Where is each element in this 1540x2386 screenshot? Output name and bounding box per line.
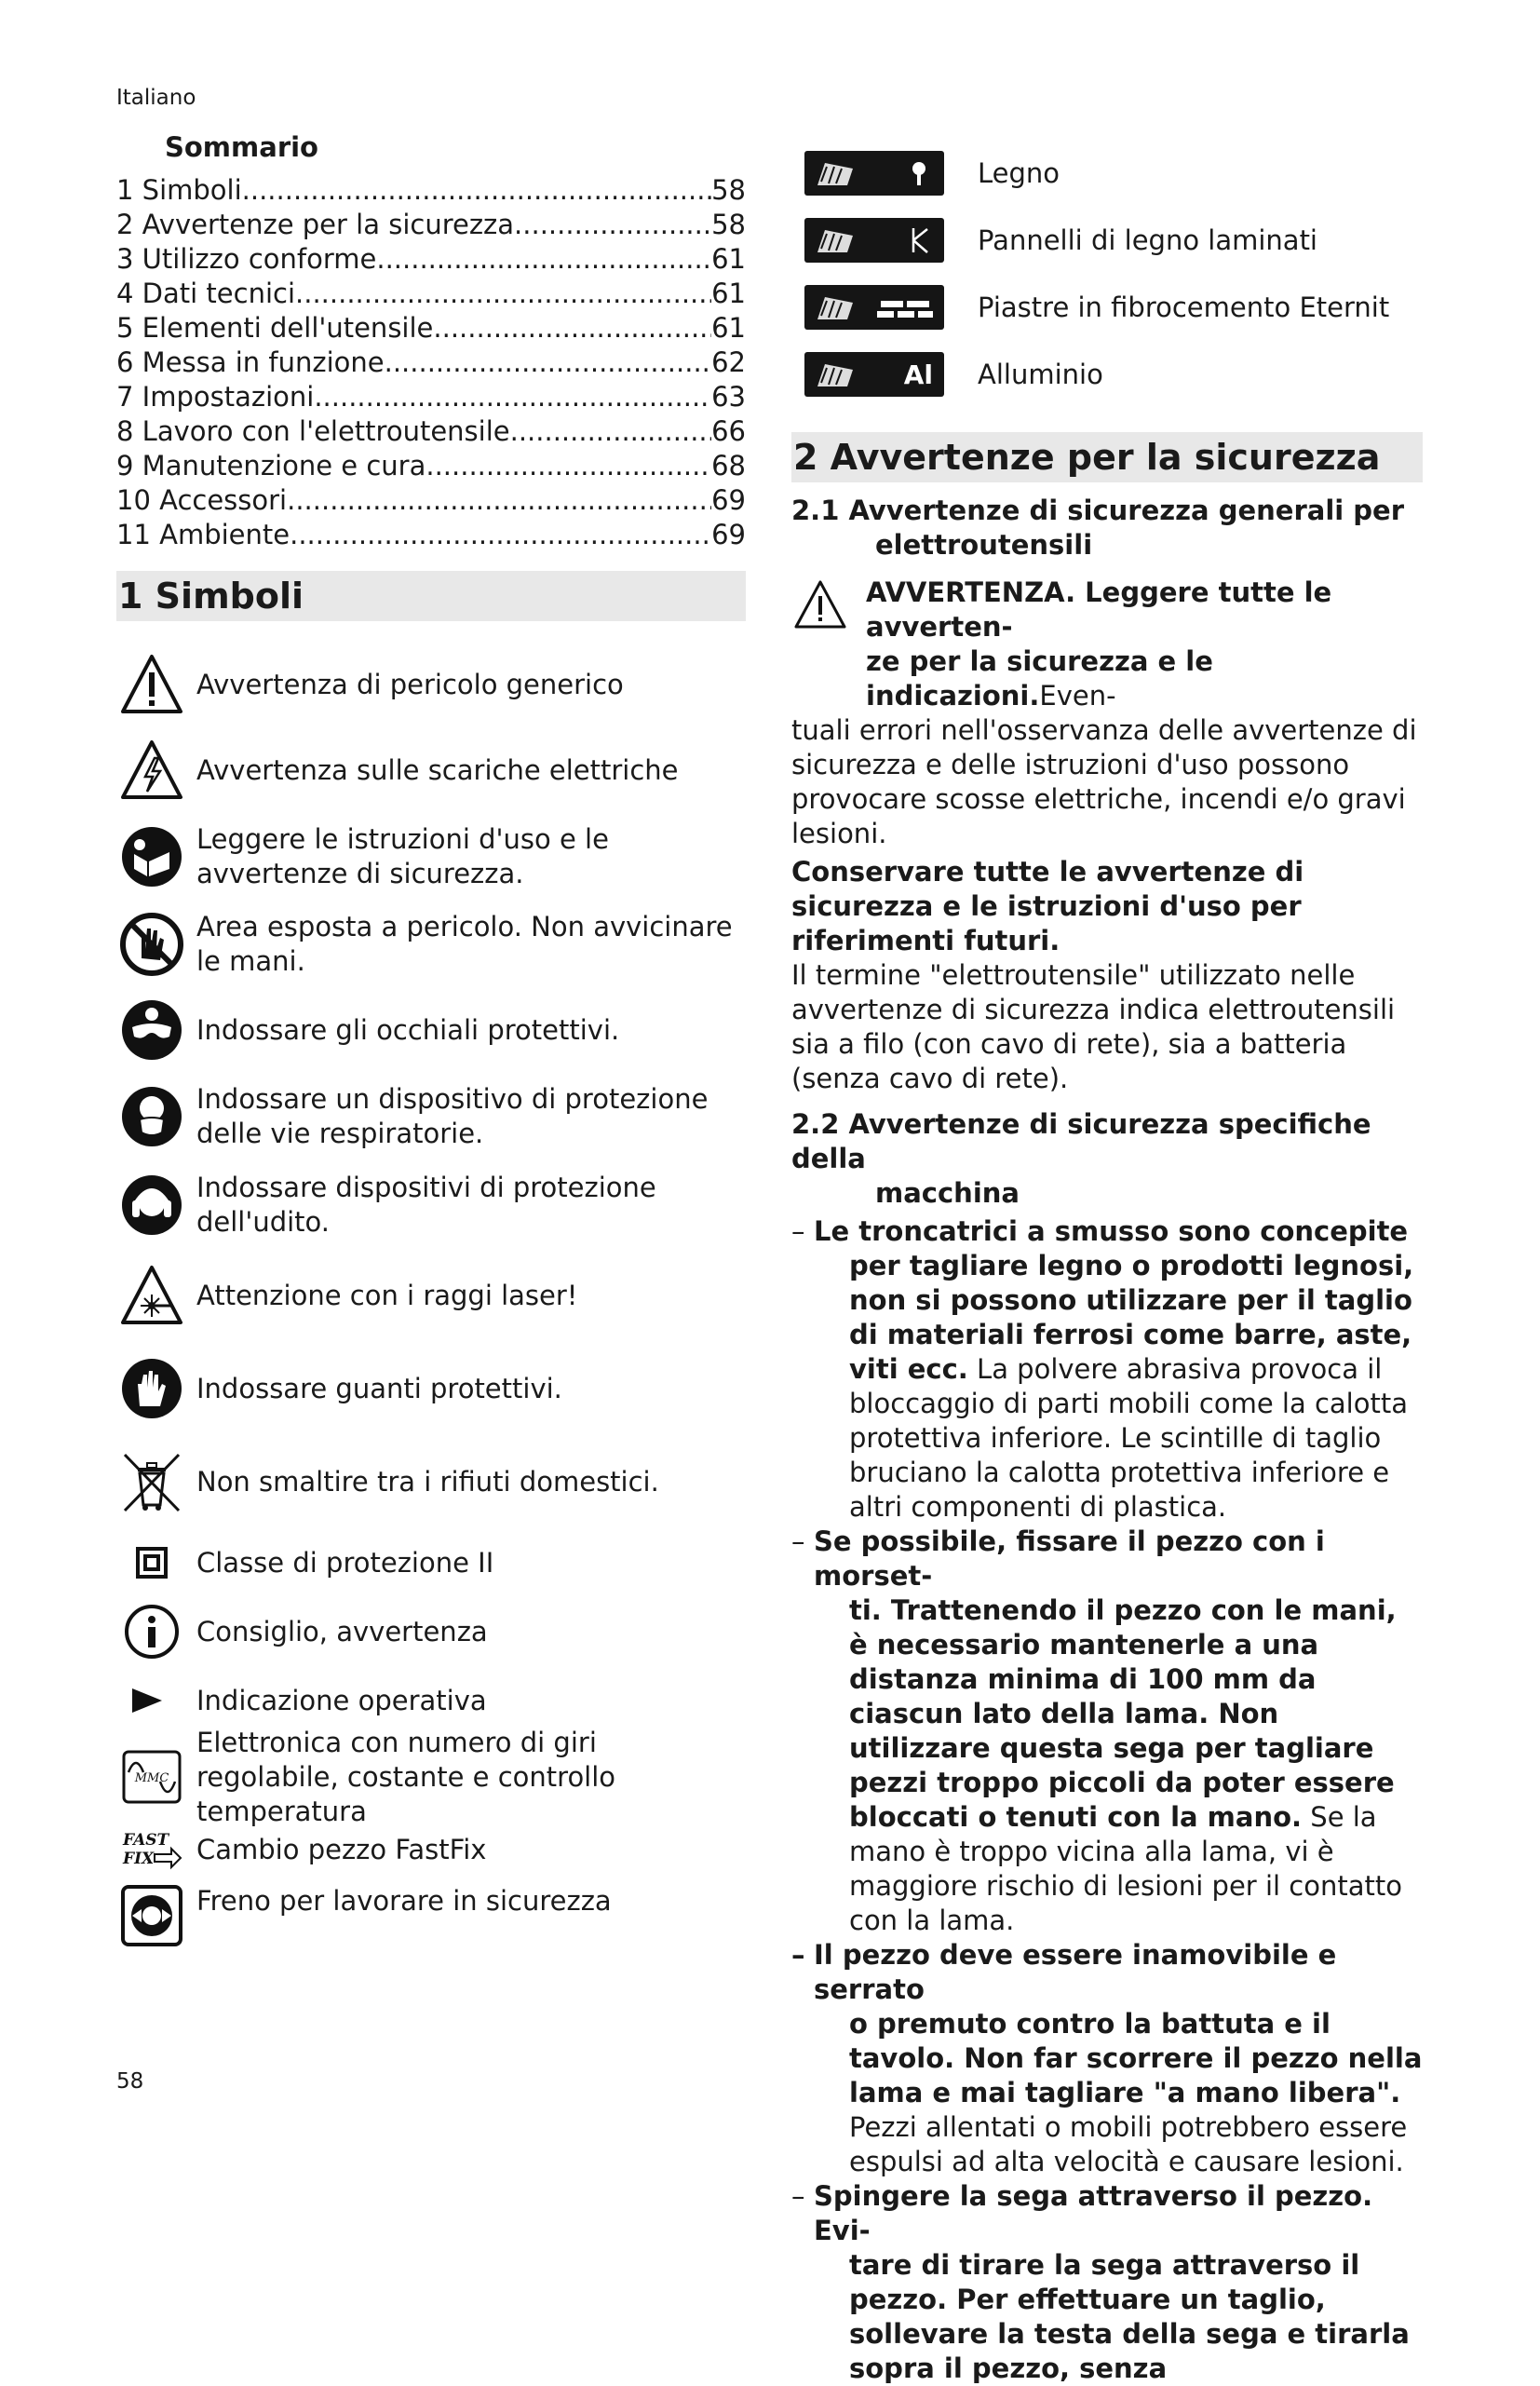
svg-text:FAST: FAST [123, 1831, 169, 1850]
bullet-item: – Il pezzo deve essere inamovibile e serrato o premuto contro la battuta e il tavolo. Non far scorrere il pezzo nella lama e mai tagliare "a mano libera". Pezzi allentati o mobili potrebbero essere espulsi ad alta velocità e causare lesioni. [791, 1939, 1423, 2177]
warning-triangle-icon [793, 579, 847, 630]
material-row: Al Alluminio [791, 341, 1423, 408]
toc-item[interactable]: 8 Lavoro con l'elettroutensile ..... 66 [116, 414, 746, 449]
svg-text:MMC: MMC [134, 1771, 169, 1785]
safety-brake-icon [116, 1880, 187, 1951]
material-row: Legno [791, 140, 1423, 207]
bullet-item: – Spingere la sega attraverso il pezzo. Evi- tare di tirare la sega attraverso il pezzo. Per effettuare un taglio, sollevare la testa della sega e tirarla sopra il pezzo, senza [791, 2180, 1410, 2384]
symbol-row: Leggere le istruzioni d'uso e le avvertenze di sicurezza. [116, 813, 746, 901]
warning-block: AVVERTENZA. Leggere tutte le avverten- ze per la sicurezza e le indicazioni.Even- tuali errori nell'osservanza delle avvertenze di sicurezza e delle istruzioni d'uso possono provocare scosse elettriche, incendi e/o gravi lesioni. [791, 576, 1417, 849]
toc-item[interactable]: 6 Messa in funzione ..... 62 [116, 346, 746, 380]
read-manual-icon [116, 821, 187, 892]
term-definition: Il termine "elettroutensile" utilizzato nelle avvertenze di sicurezza indica elettroutensili sia a filo (con cavo di rete), sia a batteria (senza cavo di rete). [791, 959, 1396, 1094]
symbol-row: Indossare guanti protettivi. [116, 1342, 746, 1435]
mmc-electronics-icon [116, 1742, 187, 1812]
toc-item[interactable]: 2 Avvertenze per la sicurezza ..... 58 [116, 208, 746, 242]
section-heading-safety: 2 Avvertenze per la sicurezza [791, 432, 1423, 482]
subsection-title: 2.1 Avvertenze di sicurezza generali per elettroutensili [791, 495, 1405, 561]
material-row: Piastre in fibrocemento Eternit [791, 274, 1423, 341]
no-household-waste-icon [116, 1446, 187, 1517]
fastfix-icon [116, 1814, 187, 1885]
section-heading-symbols: 1 Simboli [116, 571, 746, 621]
toc-item[interactable]: 3 Utilizzo conforme ..... 61 [116, 242, 746, 277]
toc-item[interactable]: 10 Accessori ..... 69 [116, 483, 746, 518]
respirator-icon [116, 1081, 187, 1152]
symbol-row: FAST FIX Cambio pezzo FastFix [116, 1819, 746, 1880]
protection-class-ii-icon [116, 1527, 187, 1598]
symbol-row: Non smaltire tra i rifiuti domestici. [116, 1435, 746, 1528]
toc-item[interactable]: 1 Simboli ..... 58 [116, 173, 746, 208]
material-row: Pannelli di legno laminati [791, 207, 1423, 274]
symbol-row: Indossare gli occhiali protettivi. [116, 988, 746, 1072]
toc-item[interactable]: 11 Ambiente ..... 69 [116, 518, 746, 552]
right-column [791, 140, 1423, 2386]
gloves-icon [116, 1353, 187, 1424]
symbol-list [116, 642, 746, 1970]
page-number: 58 [116, 2069, 144, 2094]
aluminium-icon: Al [804, 352, 944, 397]
symbol-row: Avvertenza sulle scariche elettriche [116, 727, 746, 813]
symbol-row: Classe di protezione II [116, 1528, 746, 1597]
symbol-row: Attenzione con i raggi laser! [116, 1249, 746, 1342]
table-of-contents [116, 173, 746, 552]
subsection-title: 2.2 Avvertenze di sicurezza specifiche della macchina [791, 1108, 1371, 1209]
laser-warning-icon [116, 1260, 187, 1331]
keep-hands-away-icon [116, 909, 187, 980]
electric-shock-icon [116, 735, 187, 806]
symbol-row: Consiglio, avvertenza [116, 1597, 746, 1666]
toc-item[interactable]: 5 Elementi dell'utensile ..... 61 [116, 311, 746, 346]
svg-text:FIX: FIX [123, 1850, 155, 1868]
bullet-item: – Le troncatrici a smusso sono concepite per tagliare legno o prodotti legnosi, non si possono utilizzare per il taglio di materiali ferrosi come barre, aste, viti ecc. La polvere abrasiva provoca il bloccaggio di parti mobili come la calotta protettiva inferiore. Le scintille di taglio bruciano la calotta protettiva inferiore e altri componenti di plastica. [791, 1215, 1414, 1523]
info-icon [116, 1596, 187, 1667]
fibre-cement-icon [804, 285, 944, 330]
symbol-row: Freno per lavorare in sicurezza [116, 1880, 746, 1970]
language-label: Italiano [116, 86, 196, 110]
wood-icon [804, 151, 944, 196]
play-arrow-icon [116, 1665, 187, 1736]
ear-protection-icon [116, 1170, 187, 1240]
symbol-row: Indossare un dispositivo di protezione delle vie respiratorie. [116, 1072, 746, 1161]
left-column [116, 130, 746, 1970]
bullet-item: – Se possibile, fissare il pezzo con i morset- ti. Trattenendo il pezzo con le mani, è necessario mantenerle a una distanza minima di 100 mm da ciascun lato della lama. Non utilizzare questa sega per tagliare pezzi troppo piccoli da poter essere bloccati o tenuti con la mano. Se la mano è troppo vicina alla lama, vi è maggiore rischio di lesioni per il contatto con la lama. [791, 1525, 1402, 1936]
safety-goggles-icon [116, 995, 187, 1065]
symbol-row: Indossare dispositivi di protezione dell'udito. [116, 1161, 746, 1249]
toc-item[interactable]: 7 Impostazioni ..... 63 [116, 380, 746, 414]
general-danger-icon [116, 649, 187, 720]
symbol-row: Indicazione operativa [116, 1666, 746, 1735]
keep-instructions: Conservare tutte le avvertenze di sicurezza e le istruzioni d'uso per riferimenti futuri. [791, 856, 1304, 956]
toc-item[interactable]: 9 Manutenzione e cura ..... 68 [116, 449, 746, 483]
toc-item[interactable]: 4 Dati tecnici ..... 61 [116, 277, 746, 311]
toc-title: Sommario [165, 131, 318, 163]
laminated-wood-icon [804, 218, 944, 263]
symbol-row: Avvertenza di pericolo generico [116, 642, 746, 727]
symbol-row: Area esposta a pericolo. Non avvicinare le mani. [116, 901, 746, 988]
symbol-row: MMC Elettronica con numero di giri regolabile, costante e controllo temperatura [116, 1735, 746, 1819]
